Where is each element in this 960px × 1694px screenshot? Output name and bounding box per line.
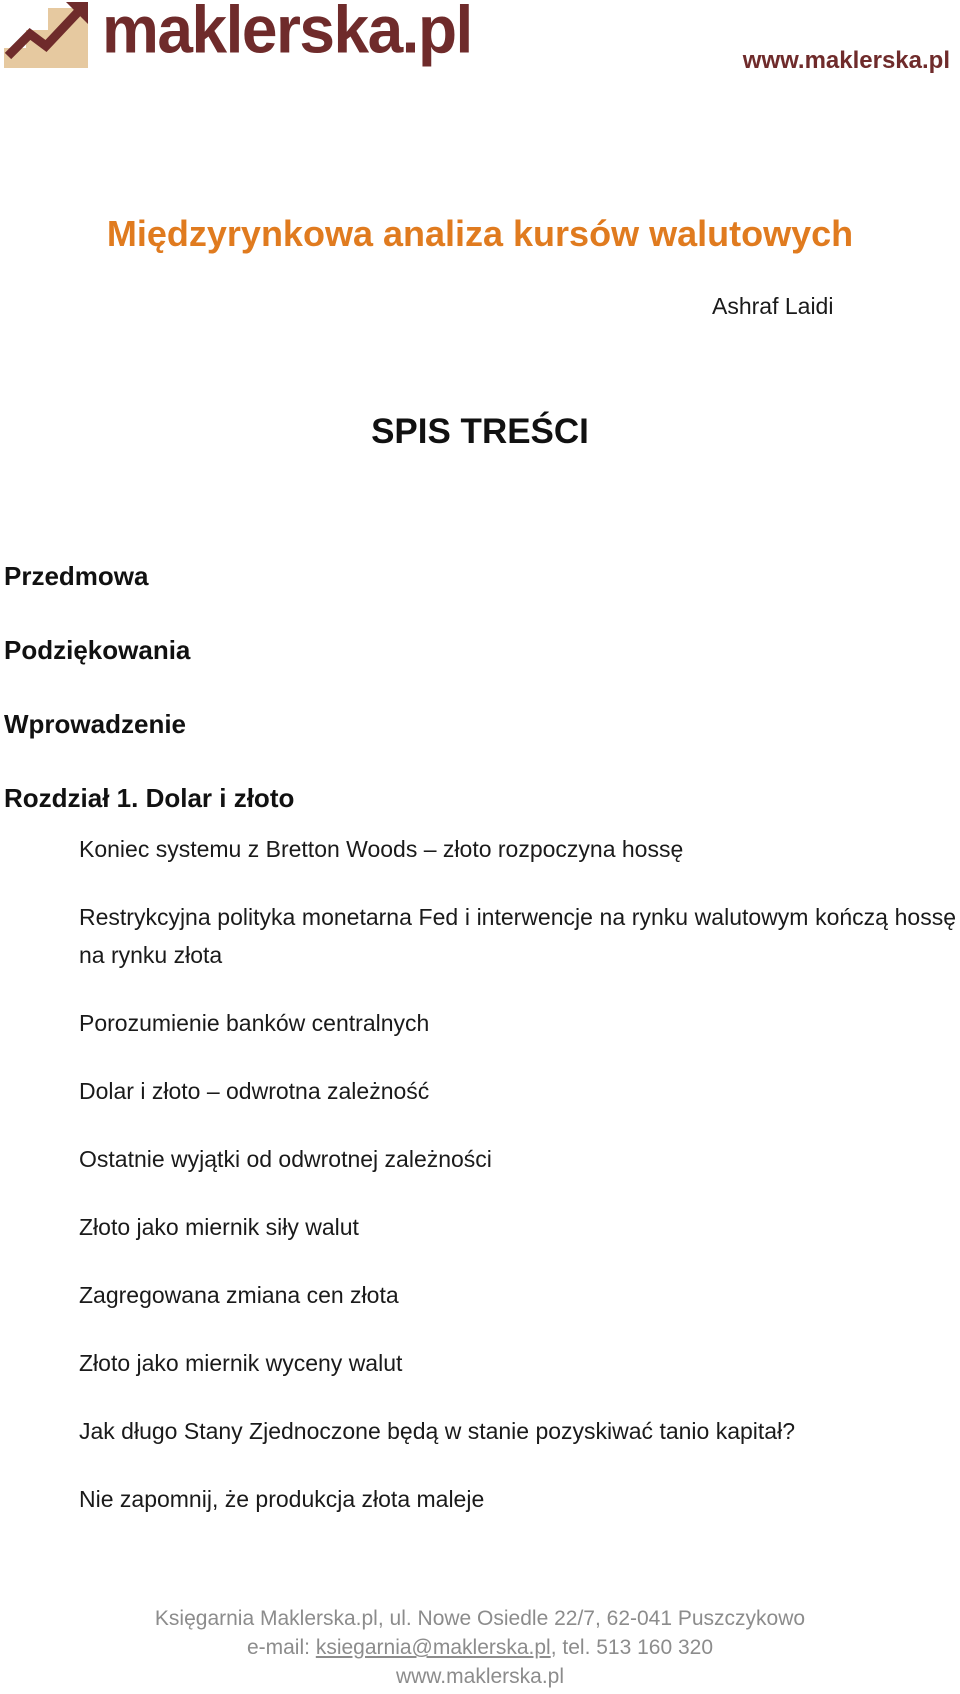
toc-subitem[interactable]: Restrykcyjna polityka monetarna Fed i interwencje na rynku walutowym kończą hossę na rynku złota xyxy=(79,904,956,968)
document-title: Międzyrynkowa analiza kursów walutowych xyxy=(106,213,854,254)
toc-subitem[interactable]: Złoto jako miernik siły walut xyxy=(79,1214,359,1240)
toc-subitem[interactable]: Złoto jako miernik wyceny walut xyxy=(79,1350,403,1376)
toc-heading: SPIS TREŚCI xyxy=(371,412,589,451)
footer-contact xyxy=(0,1633,960,1662)
toc-subitem[interactable]: Dolar i złoto – odwrotna zależność xyxy=(79,1078,430,1104)
toc-subitem[interactable]: Nie zapomnij, że produkcja złota maleje xyxy=(79,1486,485,1512)
logo[interactable] xyxy=(4,0,472,68)
site-url-link[interactable]: www.maklerska.pl xyxy=(742,47,950,74)
toc-subitem[interactable]: Zagregowana zmiana cen złota xyxy=(79,1282,399,1308)
toc-subitem[interactable]: Jak długo Stany Zjednoczone będą w stanie pozyskiwać tanio kapitał? xyxy=(79,1418,795,1444)
toc-item-rozdzial-1[interactable]: Rozdział 1. Dolar i złoto xyxy=(4,783,295,813)
page-header xyxy=(0,0,960,80)
footer-url[interactable]: www.maklerska.pl xyxy=(395,1665,565,1688)
footer-email-link[interactable]: ksiegarnia@maklerska.pl xyxy=(315,1636,551,1659)
toc-item-przedmowa[interactable]: Przedmowa xyxy=(4,561,149,591)
footer-email-label: e-mail: xyxy=(246,1636,316,1659)
toc-item-podziekowania[interactable]: Podziękowania xyxy=(4,635,191,665)
footer-address: Księgarnia Maklerska.pl, ul. Nowe Osiedle 22/7, 62-041 Puszczykowo xyxy=(154,1607,806,1630)
author-name: Ashraf Laidi xyxy=(712,293,834,319)
rising-arrow-chart-icon xyxy=(4,0,88,68)
toc-subitem[interactable]: Ostatnie wyjątki od odwrotnej zależności xyxy=(79,1146,492,1172)
toc-subitem[interactable]: Porozumienie banków centralnych xyxy=(79,1010,430,1036)
footer-phone: , tel. 513 160 320 xyxy=(550,1636,714,1659)
page-footer xyxy=(0,1604,960,1691)
logo-wordmark: maklerska.pl xyxy=(102,0,472,68)
table-of-contents xyxy=(4,560,956,1548)
toc-subitem[interactable]: Koniec systemu z Bretton Woods – złoto rozpoczyna hossę xyxy=(79,836,684,862)
toc-item-wprowadzenie[interactable]: Wprowadzenie xyxy=(4,709,187,739)
